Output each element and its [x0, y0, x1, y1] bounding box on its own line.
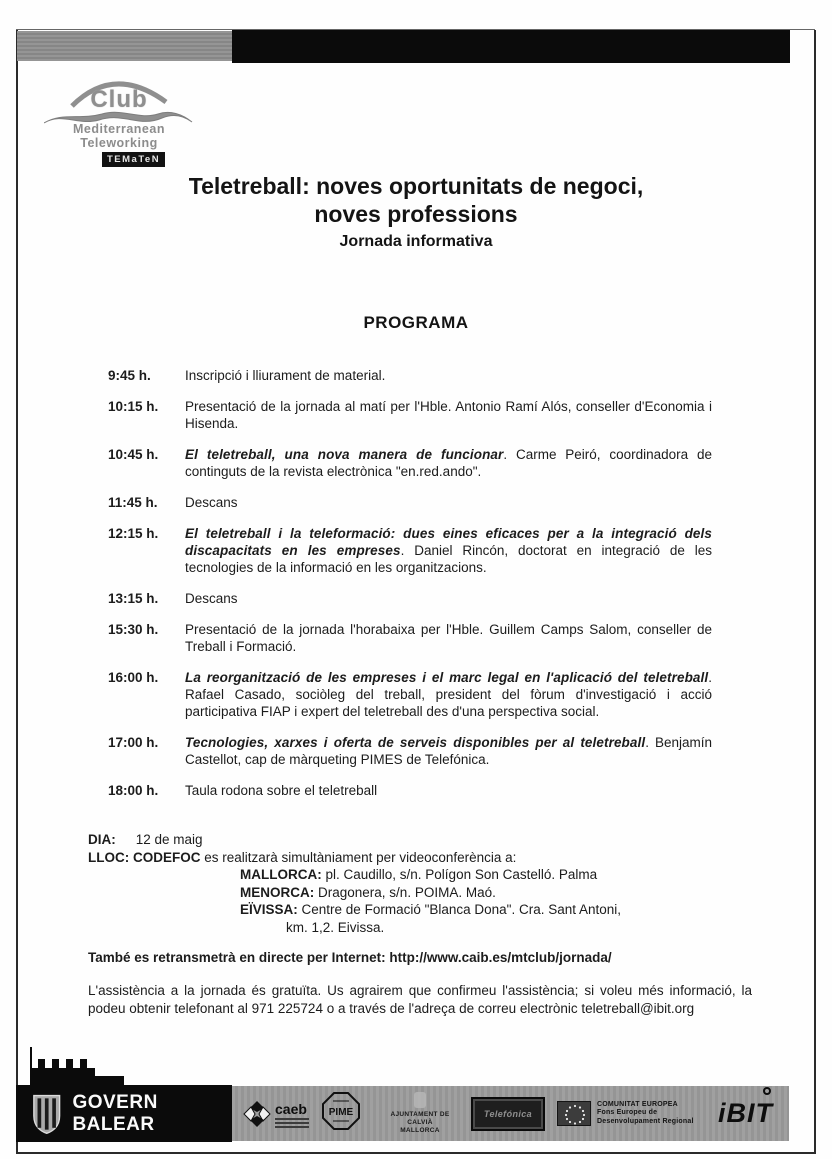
title-line-1: Teletreball: noves oportunitats de negoci,: [188, 173, 644, 199]
eu-label-line2: Fons Europeu de: [597, 1109, 658, 1117]
lloc-line: LLOC: CODEFOC es realitzarà simultàniament per videoconferència a:: [88, 849, 517, 865]
closing-paragraph: L'assistència a la jornada és gratuïta. Us agrairem que confirmeu l'assistència; si voleu més informació, la podeu obtenir telefonant al 971 225724 o a través de l'adreça de correu electrònic teletreball@ibit.org: [88, 983, 752, 1016]
schedule-time: 11:45 h.: [108, 495, 158, 510]
calvia-label-line1: AJUNTAMENT DE CALVIÀ: [390, 1111, 450, 1126]
location-eivissa-continued: km. 1,2. Eivissa.: [286, 919, 385, 935]
schedule-row: [108, 398, 712, 432]
pime-logo: [321, 1091, 361, 1136]
schedule-time: 10:45 h.: [108, 447, 159, 462]
eu-flag-icon: [557, 1101, 591, 1126]
subtitle: Jornada informativa: [339, 233, 493, 250]
telefonica-wordmark: Telefónica: [483, 1108, 533, 1119]
schedule-time: 15:30 h.: [108, 622, 159, 637]
schedule-row: [108, 590, 712, 607]
sponsor-logo-bar: [232, 1086, 789, 1141]
location-menorca: MENORCA: Dragonera, s/n. POIMA. Maó.: [240, 884, 496, 900]
pime-octagon-icon: [321, 1091, 361, 1131]
dia-line: DIA: 12 de maig: [88, 832, 203, 847]
schedule-description: El teletreball i la teleformació: dues eines eficaces per a la integració dels discapacitats en les empreses. Daniel Rincón, doctorat en integració de les tecnologies de la informació en les organitzacions.: [185, 526, 713, 575]
calvia-crest-icon: [414, 1092, 426, 1108]
govern-balear-wordmark: GOVERN BALEAR: [72, 1091, 158, 1135]
schedule-row: [108, 367, 712, 384]
balearic-shield-icon: [32, 1092, 61, 1136]
tematen-badge: TEMaTeN: [102, 152, 165, 167]
telefonica-logo: [471, 1097, 545, 1131]
schedule-description: Presentació de la jornada al matí per l'Hble. Antonio Ramí Alós, conseller d'Economia i Hisenda.: [185, 399, 712, 431]
caeb-subtext-lines: [275, 1118, 309, 1128]
govern-balear-bar: [16, 1085, 232, 1142]
schedule-description: Presentació de la jornada l'horabaixa per l'Hble. Guillem Camps Salom, conseller de Treball i Formació.: [185, 622, 712, 654]
schedule-description: Descans: [185, 495, 238, 510]
schedule-time: 18:00 h.: [108, 783, 159, 798]
schedule-description: Inscripció i lliurament de material.: [185, 368, 386, 383]
eu-label-line3: Desenvolupament Regional: [597, 1117, 694, 1125]
schedule-time: 17:00 h.: [108, 735, 159, 750]
page-border-bottom: [16, 1152, 816, 1154]
ibit-logo: [718, 1098, 773, 1129]
caeb-logo: [242, 1099, 309, 1129]
club-mediterranean-teleworking-logo: [44, 68, 194, 164]
calvia-label-line2: MALLORCA: [400, 1127, 440, 1134]
schedule-time: 9:45 h.: [108, 368, 151, 383]
schedule-description: Descans: [185, 591, 238, 606]
location-mallorca: MALLORCA: pl. Caudillo, s/n. Polígon Son Castelló. Palma: [240, 867, 598, 882]
ibit-ring-icon: [763, 1087, 771, 1095]
internet-broadcast-line: També es retransmetrà en directe per Internet: http://www.caib.es/mtclub/jornada/: [88, 950, 612, 965]
eu-feder-logo: [557, 1101, 694, 1127]
ibit-wordmark: iBIT: [718, 1098, 773, 1128]
schedule-time: 16:00 h.: [108, 670, 159, 685]
top-bar-gray-segment: [17, 31, 232, 61]
schedule-list: [108, 367, 712, 813]
schedule-time: 10:15 h.: [108, 399, 159, 414]
schedule-row: [108, 734, 712, 768]
schedule-time: 13:15 h.: [108, 591, 159, 606]
svg-text:PIME: PIME: [328, 1107, 354, 1118]
caeb-pinwheel-icon: [242, 1099, 272, 1129]
club-wordmark: Club: [90, 86, 148, 113]
schedule-row: [108, 782, 712, 799]
schedule-row: [108, 621, 712, 655]
schedule-description: Tecnologies, xarxes i oferta de serveis disponibles per al teletreball. Benjamín Castellot, cap de màrqueting PIMES de Telefónica.: [185, 735, 712, 767]
caeb-wordmark: caeb: [275, 1100, 307, 1117]
ajuntament-calvia-logo: [377, 1092, 463, 1135]
castle-emblem-icon: [22, 1046, 124, 1087]
org-name-line2: Teleworking: [80, 135, 158, 150]
schedule-time: 12:15 h.: [108, 526, 159, 541]
event-details: [88, 831, 750, 936]
org-name-line1: Mediterranean: [73, 122, 165, 136]
location-eivissa: EÏVISSA: Centre de Formació "Blanca Dona". Cra. Sant Antoni,: [240, 902, 622, 917]
schedule-row: [108, 525, 712, 576]
schedule-row: [108, 494, 712, 511]
eu-label-line1: COMUNITAT EUROPEA: [597, 1100, 678, 1108]
document-title: [16, 172, 816, 251]
top-bar-black-segment: [232, 30, 790, 63]
eu-label: [597, 1101, 694, 1127]
schedule-row: [108, 669, 712, 720]
schedule-description: El teletreball, una nova manera de funcionar. Carme Peiró, coordinadora de continguts de la revista electrònica "en.red.ando".: [185, 447, 712, 479]
schedule-description: Taula rodona sobre el teletreball: [185, 783, 378, 798]
org-name: [44, 123, 194, 150]
title-line-2: noves professions: [314, 201, 518, 227]
schedule-description: La reorganització de les empreses i el marc legal en l'aplicació del teletreball. Rafael Casado, sociòleg del treball, president del fòrum d'investigació i acció participativa FIAP i expert del teletreball des d'una perspectiva social.: [185, 670, 712, 719]
schedule-row: [108, 446, 712, 480]
programa-heading: PROGRAMA: [363, 313, 469, 332]
